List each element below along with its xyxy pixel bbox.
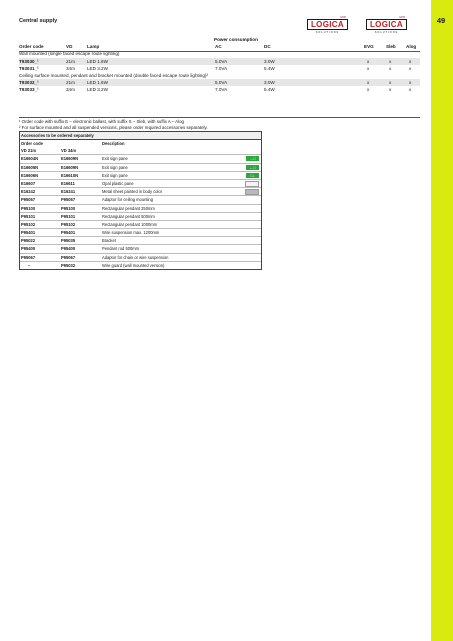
cell-code21: P95102 [21, 221, 36, 227]
table-row [20, 237, 261, 245]
cell-desc: Exit sign pane [102, 164, 128, 170]
table-row [19, 79, 420, 86]
subheader-vd21: VD 21m [21, 148, 37, 154]
cell-sleb: x [389, 58, 392, 64]
logo-tagline: SOLUTIONS [315, 31, 340, 34]
cell-code34: P95057 [61, 197, 76, 203]
cell-code21: E16242 [21, 189, 36, 195]
cell-alog: x [409, 87, 412, 93]
cell-evg: x [367, 80, 370, 86]
subheader-vd34: VD 34m [61, 148, 77, 154]
section-label: Wall mounted (single faced escape route lighting) [19, 51, 120, 57]
logica-logo-1 [307, 16, 348, 34]
cell-code34: P95067 [61, 254, 76, 260]
cell-code21: P95100 [21, 205, 36, 211]
cell-code21: P95022 [21, 238, 36, 244]
header-evg: EVG [364, 44, 374, 50]
cell-code21: E16604N [21, 156, 39, 162]
header-sleb: Sleb [386, 44, 396, 50]
cell-code21: P95067 [21, 254, 36, 260]
accessories-subheader-row [20, 147, 261, 155]
cell-code34: E16609N [61, 156, 79, 162]
table-row [20, 180, 261, 188]
cell-code34: P95400 [61, 246, 76, 252]
cell-desc: Rectangular pendant 250mm [102, 205, 155, 211]
cell-code34: E16610N [61, 172, 79, 178]
table-row [19, 65, 420, 72]
cell-order-code: T93030_¹ [19, 58, 39, 64]
cell-desc: Rectangular pendant 1000mm [102, 221, 158, 227]
cell-desc: Adaptor for chain or wire suspension [102, 254, 169, 260]
cell-desc: Opal plastic pane [102, 180, 134, 186]
cell-code34: E16241 [61, 189, 76, 195]
footnotes [19, 119, 208, 131]
exit-sign-icon: ←□ [246, 165, 259, 170]
logo-name: LOGICA [307, 19, 348, 30]
cell-desc: Metal sheet painted in body color [102, 189, 163, 195]
grey-pane-swatch [245, 189, 259, 195]
cell-lamp: LED 1.6W [87, 58, 108, 64]
cell-ac: 5.0VA [215, 58, 228, 64]
cell-code34: P95032 [61, 262, 76, 268]
page-number: 49 [436, 16, 446, 25]
cell-code34: P95100 [61, 205, 76, 211]
logo-name: LOGICA [366, 19, 407, 30]
cell-desc: Exit sign pane [102, 156, 128, 162]
accessories-title: Accessories to be ordered separately [20, 132, 261, 140]
cell-vd: 34m [66, 65, 75, 71]
product-table [19, 36, 420, 94]
table-header-row [19, 43, 420, 50]
table-row [20, 155, 261, 163]
table-row [20, 213, 261, 221]
cell-desc: Exit sign pane [102, 172, 128, 178]
cell-ac: 5.0VA [215, 80, 228, 86]
section-title: Central supply [19, 18, 58, 24]
cell-alog: x [409, 65, 412, 71]
cell-dc: 5.4W [264, 65, 275, 71]
cell-vd: 21m [66, 80, 75, 86]
header-alog: Alog [406, 44, 417, 50]
cell-code21: P95057 [21, 197, 36, 203]
table-row [20, 229, 261, 237]
table-row [20, 221, 261, 229]
header-vd: VD [66, 44, 73, 50]
cell-code21: – [28, 262, 31, 268]
logo-tagline: SOLUTIONS [374, 31, 399, 34]
power-consumption-group-header [19, 36, 420, 43]
table-row [20, 262, 261, 269]
cell-sleb: x [389, 80, 392, 86]
cell-sleb: x [389, 65, 392, 71]
table-row [20, 188, 261, 196]
exit-sign-icon: →□ [246, 156, 259, 161]
cell-lamp: LED 3.2W [87, 87, 108, 93]
cell-alog: x [409, 80, 412, 86]
table-row [20, 172, 261, 180]
section-row [19, 72, 420, 79]
cell-code34: P95401 [61, 230, 76, 236]
cell-code34: P95101 [61, 213, 76, 219]
table-row [20, 164, 261, 172]
cell-evg: x [367, 58, 370, 64]
header-order-code: Order code [19, 44, 44, 50]
header-description: Description [102, 141, 125, 146]
cell-code34: E16609N [61, 164, 79, 170]
cell-code21: P95101 [21, 213, 36, 219]
logo-small-text: ERM [399, 16, 405, 19]
cell-dc: 3.0W [264, 80, 275, 86]
footnote-2: ² For surface mounted and all suspended versions, please order required accessories separately. [19, 125, 208, 130]
product-rows [19, 50, 420, 93]
cell-evg: x [367, 87, 370, 93]
header-order-code: Order code [21, 141, 43, 146]
table-row [20, 196, 261, 204]
cell-dc: 5.4W [264, 87, 275, 93]
header-dc: DC [264, 44, 271, 50]
cell-order-code: T93031_¹ [19, 65, 39, 71]
logo-small-text: ERM [340, 16, 346, 19]
exit-sign-icon: □↓ [246, 173, 259, 178]
cell-vd: 21m [66, 58, 75, 64]
cell-code34: P95102 [61, 221, 76, 227]
cell-code21: P95400 [21, 246, 36, 252]
table-row [19, 86, 420, 93]
table-row [20, 245, 261, 253]
cell-code21: E16605N [21, 164, 39, 170]
cell-vd: 34m [66, 87, 75, 93]
cell-lamp: LED 3.2W [87, 65, 108, 71]
cell-sleb: x [389, 87, 392, 93]
header-ac: AC [215, 44, 222, 50]
header-rule [19, 51, 420, 52]
accent-sidebar [431, 0, 453, 641]
logica-logo-2 [366, 16, 407, 34]
group-header-label: Power consumption [214, 37, 258, 42]
cell-desc: Rectangular pendant 500mm [102, 213, 155, 219]
footnote-1: ¹ Order code with suffix E – electronic ballast, with suffix S – Sleb, with suffix A – Alog [19, 119, 184, 124]
cell-code21: E16606N [21, 172, 39, 178]
cell-desc: Pendant rod 500mm [102, 246, 140, 252]
cell-alog: x [409, 58, 412, 64]
cell-desc: Wire suspension max. 1200mm [102, 230, 160, 236]
accessories-header-row [20, 140, 261, 147]
cell-code21: E16607 [21, 180, 36, 186]
cell-evg: x [367, 65, 370, 71]
cell-ac: 7.0VA [215, 65, 228, 71]
cell-lamp: LED 1.6W [87, 80, 108, 86]
table-row [20, 205, 261, 213]
accessory-rows [20, 155, 261, 269]
section-label: Ceiling surface mounted, pendant and bracket mounted (double faced escape route lighting)² [19, 72, 208, 78]
table-bottom-rule [19, 117, 420, 118]
white-pane-swatch [245, 181, 259, 187]
cell-code34: E16611 [61, 180, 75, 186]
cell-desc: Adaptor for ceiling mounting [102, 197, 153, 203]
cell-ac: 7.0VA [215, 87, 228, 93]
cell-desc: Wire guard (wall mounted version) [102, 262, 165, 268]
cell-code34: P95035 [61, 238, 76, 244]
cell-code21: P95401 [21, 230, 36, 236]
accessories-table [19, 131, 262, 270]
table-row [19, 58, 420, 65]
cell-order-code: T93033_¹ [19, 87, 39, 93]
cell-dc: 3.0W [264, 58, 275, 64]
cell-order-code: T93032_¹ [19, 80, 39, 86]
table-row [20, 254, 261, 262]
cell-desc: Bracket [102, 238, 116, 244]
header-lamp: Lamp [87, 44, 100, 50]
